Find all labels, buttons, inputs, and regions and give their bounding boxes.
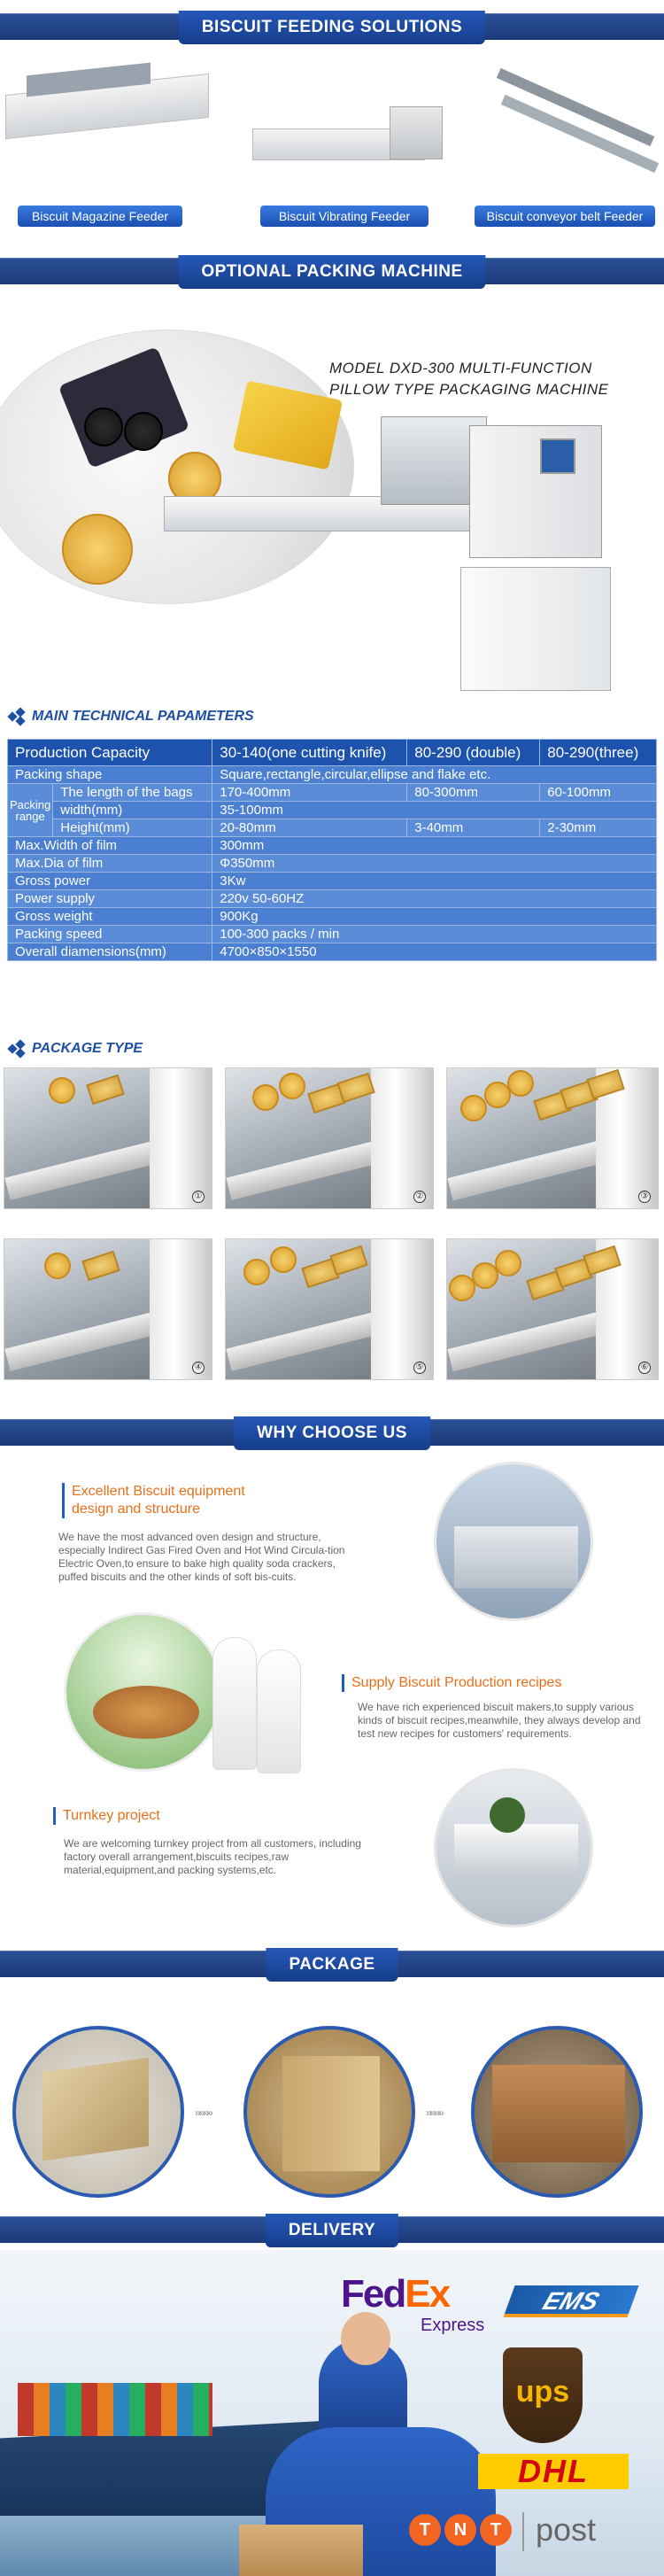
fedex-fed: Fed xyxy=(341,2272,405,2316)
photo-number: ① xyxy=(192,1191,205,1203)
package-title: PACKAGE xyxy=(266,1948,398,1982)
machine-title-line2: PILLOW TYPE PACKAGING MACHINE xyxy=(329,381,609,398)
photo-number: ⑤ xyxy=(413,1362,426,1374)
table-cell: 4700×850×1550 xyxy=(212,943,657,961)
oven-image xyxy=(434,1462,593,1621)
photo-number: ④ xyxy=(192,1362,205,1374)
package-type-photo-2 xyxy=(225,1067,434,1209)
feature-title-equipment xyxy=(62,1483,245,1518)
diamond-icon xyxy=(9,709,25,725)
packed-crate-image xyxy=(243,2026,415,2198)
crate xyxy=(42,2058,149,2161)
cracker-biscuit xyxy=(329,1245,368,1276)
feeder-caption-vibrating: Biscuit Vibrating Feeder xyxy=(260,206,429,227)
chef-figure xyxy=(257,1649,301,1773)
table-row xyxy=(8,873,657,890)
machine-title-line1: MODEL DXD-300 MULTI-FUNCTION xyxy=(329,360,592,376)
round-biscuit xyxy=(279,1073,305,1099)
table-cell: Packing shape xyxy=(8,766,212,784)
table-row xyxy=(8,819,657,837)
feature-text-turnkey: We are welcoming turnkey project from all customers, including factory overall arrangement,biscuits recipes,raw material,equipment,and packing systems,etc. xyxy=(64,1837,361,1876)
packing-unit xyxy=(150,1239,212,1379)
round-biscuit xyxy=(495,1250,521,1276)
packing-machine-body xyxy=(469,425,602,558)
chef-figure xyxy=(212,1637,257,1770)
table-cell: 100-300 packs / min xyxy=(212,926,657,943)
packing-unit xyxy=(150,1068,212,1208)
table-cell: Gross weight xyxy=(8,908,212,926)
table-row xyxy=(8,890,657,908)
table-cell: Square,rectangle,circular,ellipse and flake etc. xyxy=(212,766,657,784)
table-row xyxy=(8,943,657,961)
table-cell: Production Capacity xyxy=(8,740,212,766)
ups-logo: ups xyxy=(503,2347,583,2443)
fedex-logo xyxy=(341,2272,450,2316)
feeding-title: BISCUIT FEEDING SOLUTIONS xyxy=(179,11,485,44)
feature-title-line: design and structure xyxy=(72,1501,200,1517)
table-cell: Φ350mm xyxy=(212,855,657,873)
package-type-photo-5 xyxy=(225,1238,434,1380)
table-cell: Packing speed xyxy=(8,926,212,943)
table-row xyxy=(8,784,657,802)
courier-face xyxy=(341,2312,390,2365)
dhl-logo: DHL xyxy=(478,2454,629,2489)
packing-machine-cabinet xyxy=(460,567,611,691)
photo-number: ⑥ xyxy=(638,1362,651,1374)
package-type-photo-3 xyxy=(446,1067,659,1209)
fedex-express: Express xyxy=(421,2316,485,2335)
tnt-letter: T xyxy=(409,2514,441,2546)
table-cell: Overall diamensions(mm) xyxy=(8,943,212,961)
packing-unit xyxy=(371,1068,433,1208)
table-row xyxy=(8,766,657,784)
table-cell: 3-40mm xyxy=(407,819,540,837)
biscuits-plate-image xyxy=(64,1612,223,1772)
params-heading-text: MAIN TECHNICAL PAPAMETERS xyxy=(32,709,254,724)
why-title: WHY CHOOSE US xyxy=(234,1416,430,1450)
photo-number: ② xyxy=(413,1191,426,1203)
table-cell: width(mm) xyxy=(53,802,212,819)
table-cell: 900Kg xyxy=(212,908,657,926)
why-banner xyxy=(0,1419,664,1446)
film-roll xyxy=(490,1797,525,1833)
feature-text-recipes: We have rich experienced biscuit makers,to supply various kinds of biscuit recipes,meanwhile, they always develop and test new recipes for customers' requirements. xyxy=(358,1701,641,1740)
parcel-box xyxy=(239,2525,363,2576)
cracker-biscuit xyxy=(81,1251,120,1282)
packing-unit xyxy=(371,1239,433,1379)
containers-stack xyxy=(18,2383,212,2436)
control-panel xyxy=(540,438,575,474)
params-heading xyxy=(9,709,254,725)
turnkey-machine-image xyxy=(434,1768,593,1928)
feature-text-equipment: We have the most advanced oven design and structure, especially Indirect Gas Fired Oven and Hot Wind Circula-tion Electric Oven,to ensure to bake high quality soda crackers, puffed biscuits and the other kinds of soft bis-cuits. xyxy=(58,1531,345,1583)
feature-title-turnkey: Turnkey project xyxy=(53,1807,160,1825)
round-biscuit xyxy=(252,1084,279,1111)
table-cell: Power supply xyxy=(8,890,212,908)
machine-body xyxy=(454,1824,578,1877)
table-cell: 30-140(one cutting knife) xyxy=(212,740,407,766)
table-cell: 80-290(three) xyxy=(540,740,657,766)
vibrating-feeder-hopper xyxy=(390,106,443,159)
table-cell: 20-80mm xyxy=(212,819,407,837)
optional-title: OPTIONAL PACKING MACHINE xyxy=(178,255,485,289)
round-biscuit xyxy=(49,1077,75,1104)
package-type-photo-6 xyxy=(446,1238,659,1380)
package-type-photo-1 xyxy=(4,1067,212,1209)
table-row xyxy=(8,908,657,926)
oven-body xyxy=(454,1526,578,1588)
oreo-biscuit xyxy=(124,412,163,451)
feeding-banner xyxy=(0,13,664,40)
post-logo: post xyxy=(536,2511,597,2548)
tnt-logo xyxy=(409,2514,512,2546)
table-cell: 300mm xyxy=(212,837,657,855)
table-row xyxy=(8,740,657,766)
table-cell: The length of the bags xyxy=(53,784,212,802)
round-biscuit xyxy=(62,514,133,585)
package-banner xyxy=(0,1951,664,1977)
table-cell: Max.Width of film xyxy=(8,837,212,855)
feature-title-line: Excellent Biscuit equipment xyxy=(72,1484,245,1499)
fedex-ex: Ex xyxy=(405,2272,450,2316)
package-type-heading xyxy=(9,1041,143,1057)
biscuits-pile xyxy=(93,1686,199,1739)
package-type-photo-4 xyxy=(4,1238,212,1380)
photo-number: ③ xyxy=(638,1191,651,1203)
cracker-biscuit xyxy=(86,1075,125,1106)
table-cell: 170-400mm xyxy=(212,784,407,802)
container-loading-image xyxy=(471,2026,643,2198)
arrow-icon: »»»» xyxy=(426,2107,443,2119)
arrow-icon: »»»» xyxy=(195,2107,212,2119)
feeder-caption-magazine: Biscuit Magazine Feeder xyxy=(18,206,182,227)
table-cell: 60-100mm xyxy=(540,784,657,802)
optional-banner xyxy=(0,258,664,284)
oreo-biscuit xyxy=(84,407,123,446)
table-row xyxy=(8,837,657,855)
round-biscuit xyxy=(270,1246,297,1273)
delivery-banner xyxy=(0,2216,664,2243)
feeder-caption-conveyor: Biscuit conveyor belt Feeder xyxy=(475,206,655,227)
cracker-biscuit xyxy=(336,1073,375,1104)
table-cell: Packing range xyxy=(8,784,53,837)
table-cell: 80-300mm xyxy=(407,784,540,802)
table-cell: 3Kw xyxy=(212,873,657,890)
table-row xyxy=(8,926,657,943)
table-cell: Gross power xyxy=(8,873,212,890)
table-cell: 80-290 (double) xyxy=(407,740,540,766)
container xyxy=(492,2065,625,2162)
params-table xyxy=(7,739,657,961)
table-cell: Max.Dia of film xyxy=(8,855,212,873)
table-cell: 35-100mm xyxy=(212,802,657,819)
wooden-crate-image xyxy=(12,2026,184,2198)
tnt-letter: T xyxy=(480,2514,512,2546)
table-row xyxy=(8,855,657,873)
crate xyxy=(282,2056,380,2171)
tnt-letter: N xyxy=(444,2514,476,2546)
feature-title-recipes: Supply Biscuit Production recipes xyxy=(342,1674,561,1692)
table-row xyxy=(8,802,657,819)
delivery-title: DELIVERY xyxy=(266,2214,398,2247)
round-biscuit xyxy=(243,1259,270,1285)
round-biscuit xyxy=(507,1070,534,1097)
table-cell: 2-30mm xyxy=(540,819,657,837)
diamond-icon xyxy=(9,1041,25,1057)
round-biscuit xyxy=(44,1253,71,1279)
divider xyxy=(522,2512,524,2551)
table-cell: 220v 50-60HZ xyxy=(212,890,657,908)
package-type-heading-text: PACKAGE TYPE xyxy=(32,1041,143,1056)
table-cell: Height(mm) xyxy=(53,819,212,837)
machine-title xyxy=(329,358,609,400)
round-biscuit xyxy=(460,1095,487,1121)
ems-logo: EMS xyxy=(503,2285,638,2317)
